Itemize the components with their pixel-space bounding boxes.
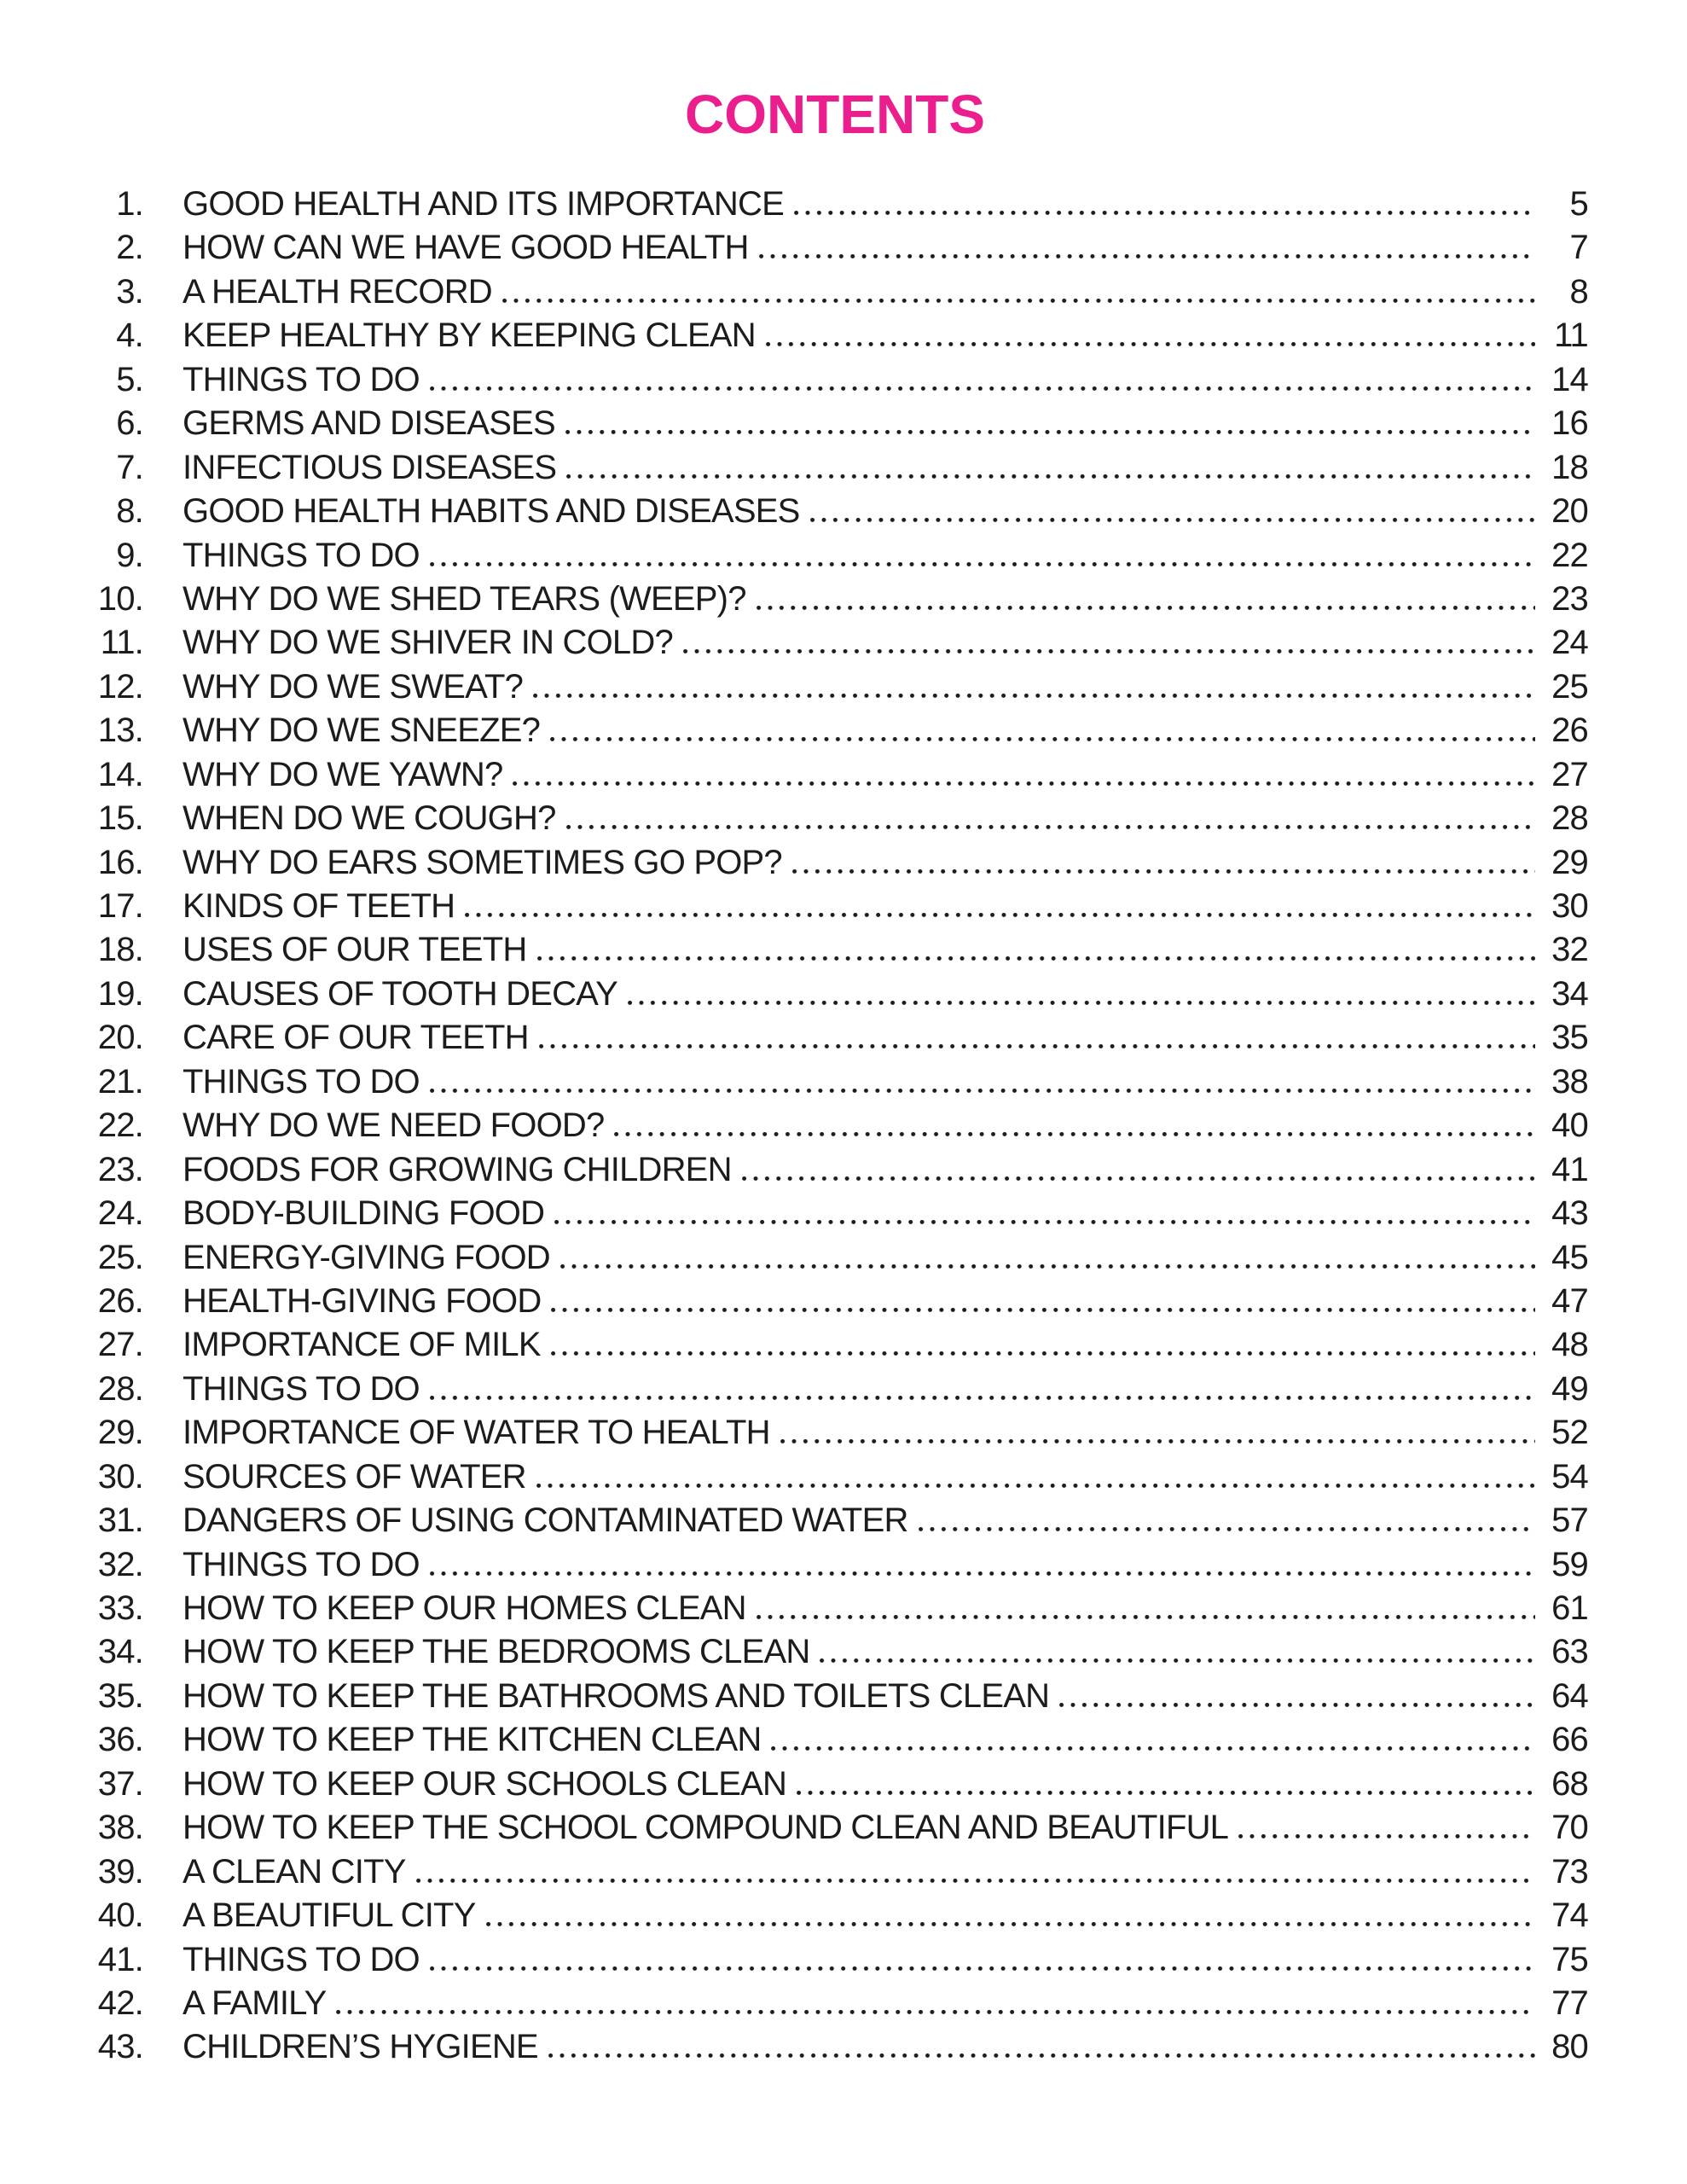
entry-number: 16. (97, 843, 143, 881)
entry-title: HOW TO KEEP THE BATHROOMS AND TOILETS CLEAN (183, 1676, 1050, 1715)
dot-leader (513, 781, 1535, 786)
dot-leader (757, 1615, 1535, 1619)
entry-title: THINGS TO DO (183, 1940, 420, 1978)
toc-entry (82, 621, 1588, 665)
toc-list (82, 183, 1588, 2070)
entry-title: CAUSES OF TOOTH DECAY (183, 974, 617, 1013)
entry-page: 20 (1551, 492, 1588, 531)
entry-page: 49 (1551, 1369, 1588, 1408)
entry-title: KINDS OF TEETH (183, 887, 455, 925)
entry-page: 8 (1569, 272, 1588, 311)
entry-page: 23 (1551, 579, 1588, 618)
toc-entry (82, 797, 1588, 840)
entry-page: 40 (1551, 1107, 1588, 1145)
dot-leader (566, 825, 1535, 829)
dot-leader (919, 1527, 1535, 1531)
entry-page: 28 (1551, 799, 1588, 838)
entry-number: 14. (97, 755, 143, 793)
dot-leader (533, 694, 1535, 698)
toc-entry (82, 1587, 1588, 1630)
entry-page: 63 (1551, 1633, 1588, 1671)
entry-title: SOURCES OF WATER (183, 1457, 526, 1496)
entry-number: 9. (116, 536, 143, 574)
entry-number: 2. (116, 229, 143, 267)
entry-number: 13. (97, 712, 143, 750)
entry-number: 38. (97, 1809, 143, 1847)
toc-entry (82, 1718, 1588, 1762)
toc-entry (82, 928, 1588, 972)
entry-page: 5 (1569, 185, 1588, 223)
entry-title: FOODS FOR GROWING CHILDREN (183, 1150, 732, 1188)
entry-title: GERMS AND DISEASES (183, 404, 555, 443)
entry-title: ENERGY-GIVING FOOD (183, 1238, 550, 1276)
entry-title: WHY DO WE SHIVER IN COLD? (183, 624, 673, 662)
toc-entry (82, 1675, 1588, 1718)
dot-leader (548, 2053, 1535, 2058)
entry-title: A HEALTH RECORD (183, 272, 492, 311)
entry-number: 43. (97, 2028, 143, 2066)
entry-number: 12. (97, 667, 143, 706)
entry-page: 77 (1551, 1984, 1588, 2022)
entry-page: 64 (1551, 1676, 1588, 1715)
entry-number: 31. (97, 1502, 143, 1540)
entry-title: INFECTIOUS DISEASES (183, 448, 557, 486)
toc-entry (82, 1938, 1588, 1982)
entry-title: THINGS TO DO (183, 536, 420, 574)
dot-leader (430, 1571, 1535, 1576)
dot-leader (537, 956, 1536, 961)
entry-page: 52 (1551, 1414, 1588, 1452)
entry-number: 36. (97, 1721, 143, 1759)
dot-leader (757, 606, 1535, 610)
entry-number: 27. (97, 1326, 143, 1364)
dot-leader (766, 342, 1535, 346)
entry-number: 17. (97, 887, 143, 925)
entry-number: 35. (97, 1676, 143, 1715)
dot-leader (566, 474, 1535, 479)
entry-page: 57 (1551, 1502, 1588, 1540)
dot-leader (794, 211, 1535, 215)
dot-leader (810, 518, 1535, 522)
entry-number: 28. (97, 1369, 143, 1408)
entry-title: WHEN DO WE COUGH? (183, 799, 556, 838)
entry-title: WHY DO WE SNEEZE? (183, 712, 541, 750)
entry-page: 14 (1551, 360, 1588, 398)
entry-page: 43 (1551, 1194, 1588, 1233)
toc-entry (82, 709, 1588, 752)
toc-entry (82, 1016, 1588, 1060)
entry-title: THINGS TO DO (183, 1062, 420, 1101)
entry-page: 45 (1551, 1238, 1588, 1276)
entry-page: 75 (1551, 1940, 1588, 1978)
toc-entry (82, 1455, 1588, 1499)
entry-title: HOW CAN WE HAVE GOOD HEALTH (183, 229, 749, 267)
entry-title: IMPORTANCE OF WATER TO HEALTH (183, 1414, 770, 1452)
entry-number: 11. (100, 624, 143, 662)
toc-entry (82, 1499, 1588, 1542)
toc-entry (82, 973, 1588, 1016)
toc-entry (82, 402, 1588, 445)
toc-entry (82, 1192, 1588, 1235)
entry-number: 15. (97, 799, 143, 838)
entry-page: 27 (1551, 755, 1588, 793)
toc-entry (82, 1411, 1588, 1455)
entry-title: WHY DO WE YAWN? (183, 755, 503, 793)
entry-title: A FAMILY (183, 1984, 327, 2022)
entry-page: 29 (1551, 843, 1588, 881)
toc-entry (82, 1148, 1588, 1192)
entry-number: 7. (116, 448, 143, 486)
entry-title: WHY DO WE SWEAT? (183, 667, 524, 706)
dot-leader (465, 913, 1535, 917)
dot-leader (683, 649, 1535, 653)
entry-title: THINGS TO DO (183, 1545, 420, 1583)
toc-entry (82, 1368, 1588, 1411)
entry-number: 23. (97, 1150, 143, 1188)
dot-leader (430, 562, 1535, 566)
toc-entry (82, 226, 1588, 270)
entry-title: HOW TO KEEP OUR SCHOOLS CLEAN (183, 1764, 787, 1803)
entry-page: 18 (1551, 448, 1588, 486)
dot-leader (430, 1089, 1535, 1093)
entry-number: 4. (116, 317, 143, 355)
entry-page: 68 (1551, 1764, 1588, 1803)
entry-number: 1. (116, 185, 143, 223)
dot-leader (416, 1879, 1535, 1883)
entry-number: 30. (97, 1457, 143, 1496)
entry-number: 18. (97, 931, 143, 969)
dot-leader (430, 1966, 1535, 1971)
entry-page: 61 (1551, 1589, 1588, 1627)
entry-number: 22. (97, 1107, 143, 1145)
dot-leader (486, 1922, 1535, 1926)
entry-number: 33. (97, 1589, 143, 1627)
entry-title: A BEAUTIFUL CITY (183, 1896, 476, 1935)
toc-entry (82, 578, 1588, 621)
entry-page: 47 (1551, 1281, 1588, 1320)
dot-leader (759, 254, 1535, 258)
toc-entry (82, 665, 1588, 709)
toc-entry (82, 1060, 1588, 1104)
toc-entry (82, 1236, 1588, 1280)
entry-title: HOW TO KEEP THE SCHOOL COMPOUND CLEAN AND BEAUTIFUL (183, 1809, 1229, 1847)
dot-leader (820, 1658, 1535, 1663)
entry-page: 22 (1551, 536, 1588, 574)
toc-entry (82, 1806, 1588, 1850)
entry-page: 48 (1551, 1326, 1588, 1364)
toc-entry (82, 841, 1588, 885)
entry-number: 37. (97, 1764, 143, 1803)
entry-number: 34. (97, 1633, 143, 1671)
dot-leader (539, 1044, 1535, 1048)
entry-number: 3. (116, 272, 143, 311)
toc-entry (82, 1323, 1588, 1367)
toc-entry (82, 1280, 1588, 1323)
entry-page: 59 (1551, 1545, 1588, 1583)
dot-leader (628, 1001, 1535, 1005)
entry-number: 21. (97, 1062, 143, 1101)
entry-title: KEEP HEALTHY BY KEEPING CLEAN (183, 317, 756, 355)
dot-leader (550, 737, 1535, 741)
entry-number: 20. (97, 1019, 143, 1057)
entry-page: 30 (1551, 887, 1588, 925)
dot-leader (742, 1176, 1535, 1181)
entry-title: THINGS TO DO (183, 1369, 420, 1408)
entry-number: 41. (97, 1940, 143, 1978)
toc-entry (82, 534, 1588, 578)
dot-leader (554, 1220, 1535, 1224)
toc-entry (82, 1630, 1588, 1674)
entry-number: 19. (97, 974, 143, 1013)
entry-page: 66 (1551, 1721, 1588, 1759)
dot-leader (560, 1264, 1535, 1269)
entry-page: 80 (1551, 2028, 1588, 2066)
toc-entry (82, 1543, 1588, 1587)
entry-page: 11 (1554, 317, 1588, 355)
entry-title: WHY DO EARS SOMETIMES GO POP? (183, 843, 782, 881)
entry-page: 7 (1569, 229, 1588, 267)
dot-leader (792, 869, 1535, 874)
dot-leader (502, 299, 1535, 303)
entry-page: 24 (1551, 624, 1588, 662)
entry-number: 39. (97, 1852, 143, 1891)
entry-page: 74 (1551, 1896, 1588, 1935)
dot-leader (565, 430, 1535, 434)
entry-number: 5. (116, 360, 143, 398)
entry-page: 34 (1551, 974, 1588, 1013)
dot-leader (336, 2010, 1535, 2014)
entry-title: IMPORTANCE OF MILK (183, 1326, 541, 1364)
entry-number: 26. (97, 1281, 143, 1320)
entry-page: 73 (1551, 1852, 1588, 1891)
dot-leader (614, 1132, 1535, 1136)
toc-entry (82, 1982, 1588, 2025)
entry-page: 38 (1551, 1062, 1588, 1101)
entry-page: 32 (1551, 931, 1588, 969)
entry-title: HOW TO KEEP THE KITCHEN CLEAN (183, 1721, 762, 1759)
entry-page: 16 (1551, 404, 1588, 443)
entry-title: GOOD HEALTH HABITS AND DISEASES (183, 492, 800, 531)
toc-entry (82, 446, 1588, 490)
entry-title: DANGERS OF USING CONTAMINATED WATER (183, 1502, 908, 1540)
entry-number: 42. (97, 1984, 143, 2022)
entry-page: 54 (1551, 1457, 1588, 1496)
entry-title: HOW TO KEEP THE BEDROOMS CLEAN (183, 1633, 810, 1671)
entry-title: BODY-BUILDING FOOD (183, 1194, 545, 1233)
toc-entry (82, 885, 1588, 928)
entry-page: 41 (1551, 1150, 1588, 1188)
toc-entry (82, 1763, 1588, 1806)
entry-title: THINGS TO DO (183, 360, 420, 398)
dot-leader (430, 1396, 1535, 1400)
dot-leader (551, 1351, 1535, 1356)
entry-number: 29. (97, 1414, 143, 1452)
entry-page: 70 (1551, 1809, 1588, 1847)
dot-leader (771, 1746, 1535, 1751)
entry-page: 25 (1551, 667, 1588, 706)
page-title: CONTENTS (685, 84, 985, 145)
entry-title: A CLEAN CITY (183, 1852, 406, 1891)
toc-entry (82, 2025, 1588, 2069)
entry-title: USES OF OUR TEETH (183, 931, 527, 969)
toc-entry (82, 183, 1588, 226)
dot-leader (1059, 1703, 1535, 1707)
entry-title: HEALTH-GIVING FOOD (183, 1281, 542, 1320)
dot-leader (780, 1439, 1535, 1443)
entry-title: WHY DO WE NEED FOOD? (183, 1107, 605, 1145)
toc-entry (82, 270, 1588, 314)
toc-entry (82, 1850, 1588, 1894)
entry-page: 35 (1551, 1019, 1588, 1057)
entry-title: GOOD HEALTH AND ITS IMPORTANCE (183, 185, 784, 223)
entry-number: 24. (97, 1194, 143, 1233)
dot-leader (797, 1791, 1535, 1795)
toc-entry (82, 490, 1588, 533)
entry-title: HOW TO KEEP OUR HOMES CLEAN (183, 1589, 746, 1627)
toc-entry (82, 753, 1588, 797)
dot-leader (430, 386, 1535, 391)
entry-title: CARE OF OUR TEETH (183, 1019, 529, 1057)
dot-leader (1238, 1834, 1535, 1838)
entry-title: WHY DO WE SHED TEARS (WEEP)? (183, 579, 746, 618)
entry-number: 8. (116, 492, 143, 531)
toc-entry (82, 1894, 1588, 1937)
toc-entry (82, 1104, 1588, 1147)
toc-entry (82, 314, 1588, 357)
entry-page: 26 (1551, 712, 1588, 750)
dot-leader (536, 1484, 1535, 1488)
entry-number: 25. (97, 1238, 143, 1276)
dot-leader (551, 1308, 1535, 1312)
entry-number: 32. (97, 1545, 143, 1583)
entry-number: 40. (97, 1896, 143, 1935)
entry-number: 6. (116, 404, 143, 443)
entry-title: CHILDREN’S HYGIENE (183, 2028, 538, 2066)
entry-number: 10. (97, 579, 143, 618)
toc-entry (82, 358, 1588, 402)
